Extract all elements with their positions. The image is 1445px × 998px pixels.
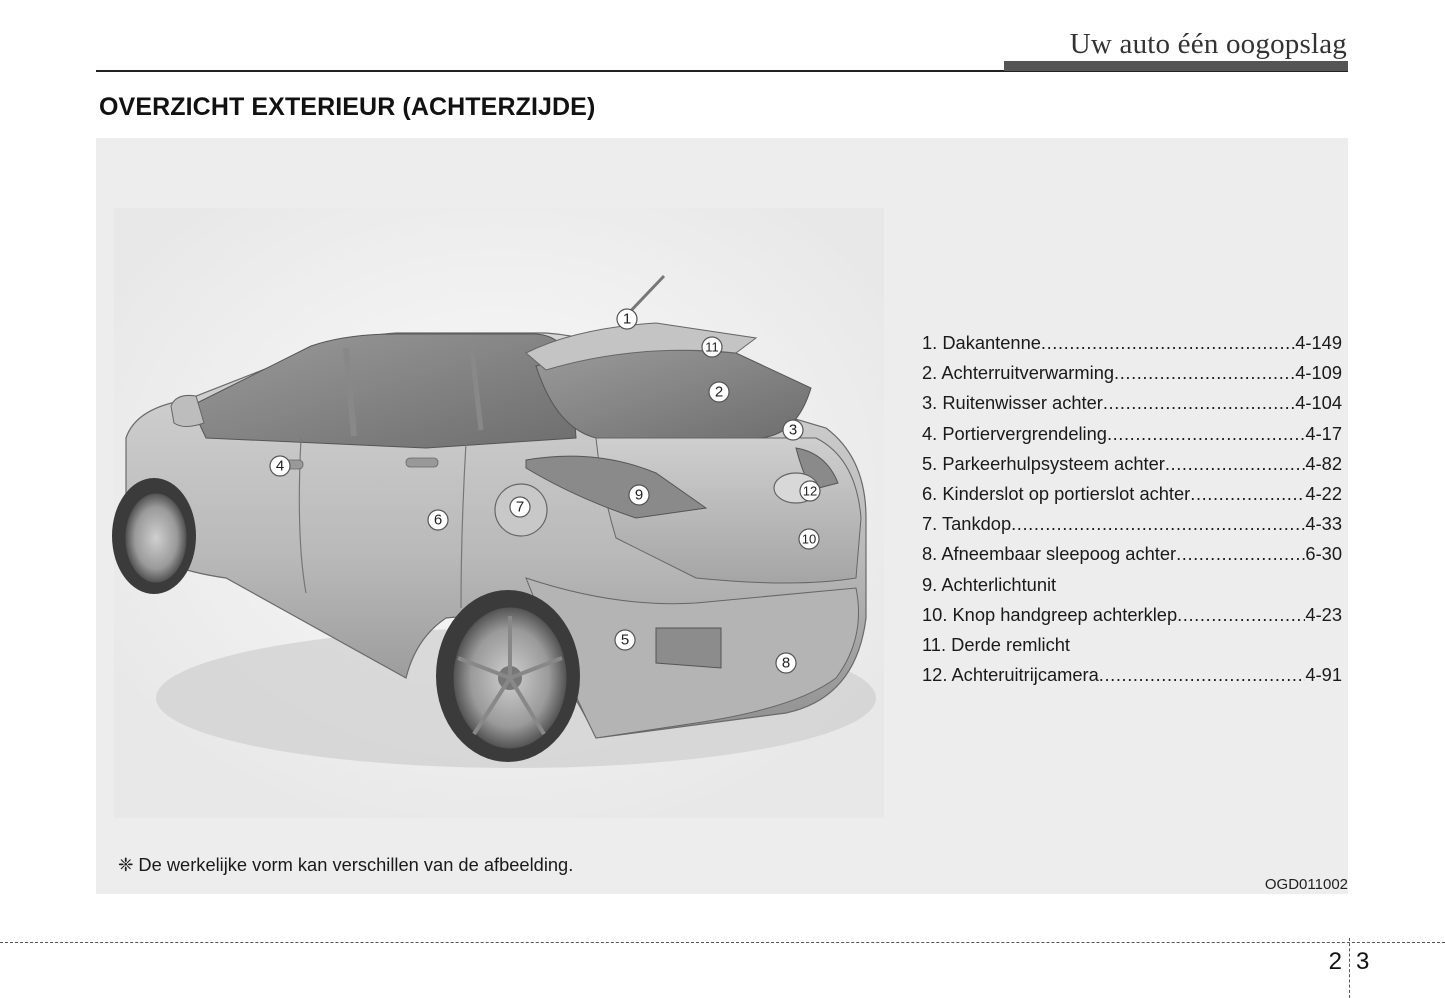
page-number-divider [1349,938,1350,998]
callout-2 [709,382,729,402]
callout-4 [270,456,290,476]
svg-text:8: 8 [781,654,791,672]
page-fold-line [0,942,1445,943]
svg-text:9: 9 [634,486,644,504]
callout-7 [510,497,530,517]
page-number-page: 3 [1356,948,1370,975]
legend-item: 1. Dakantenne ..... 4-149 [922,328,1342,358]
page-number-chapter: 2 [1328,948,1342,975]
svg-text:6: 6 [433,511,443,529]
legend-item: 8. Afneembaar sleepoog achter ..... 6-30 [922,539,1342,569]
svg-text:11: 11 [705,339,719,355]
legend-item: 3. Ruitenwisser achter ..... 4-104 [922,388,1342,418]
legend-item: 7. Tankdop ..... 4-33 [922,509,1342,539]
svg-text:2: 2 [714,383,724,401]
legend-item: 10. Knop handgreep achterklep ..... 4-23 [922,600,1342,630]
legend-item: 5. Parkeerhulpsysteem achter ..... 4-82 [922,449,1342,479]
callout-5 [615,630,635,650]
car-illustration [96,138,896,828]
callout-9 [629,485,649,505]
section-title: OVERZICHT EXTERIEUR (ACHTERZIJDE) [99,93,596,121]
svg-text:1: 1 [622,310,632,328]
legend-item: 9. Achterlichtunit [922,573,1057,595]
figure-code: OGD011002 [1264,876,1348,893]
callout-8 [776,653,796,673]
figure-panel [96,138,1348,894]
callout-1 [617,309,637,329]
callout-12 [800,481,820,501]
legend-item: 4. Portiervergrendeling ..... 4-17 [922,419,1342,449]
svg-text:10: 10 [801,531,817,547]
legend-item: 6. Kinderslot op portierslot achter ..... 4-22 [922,479,1342,509]
legend-item: 12. Achteruitrijcamera ..... 4-91 [922,660,1342,690]
svg-text:3: 3 [788,421,798,439]
legend-item: 11. Derde remlicht [922,634,1070,656]
legend-item: 2. Achterruitverwarming ..... 4-109 [922,358,1342,388]
callout-3 [783,420,803,440]
svg-text:5: 5 [620,631,630,649]
svg-text:4: 4 [275,457,285,475]
figure-note: ❈ De werkelijke vorm kan verschillen van de afbeelding. [118,854,574,875]
header-rule-accent [1004,61,1348,71]
callout-10 [799,529,819,549]
callout-11 [702,337,722,357]
svg-text:7: 7 [515,498,525,516]
chapter-title: Uw auto één oogopslag [1069,28,1347,60]
callout-6 [428,510,448,530]
parts-legend [922,328,1342,690]
car-rear-view-image [96,138,896,828]
svg-text:12: 12 [802,483,818,499]
